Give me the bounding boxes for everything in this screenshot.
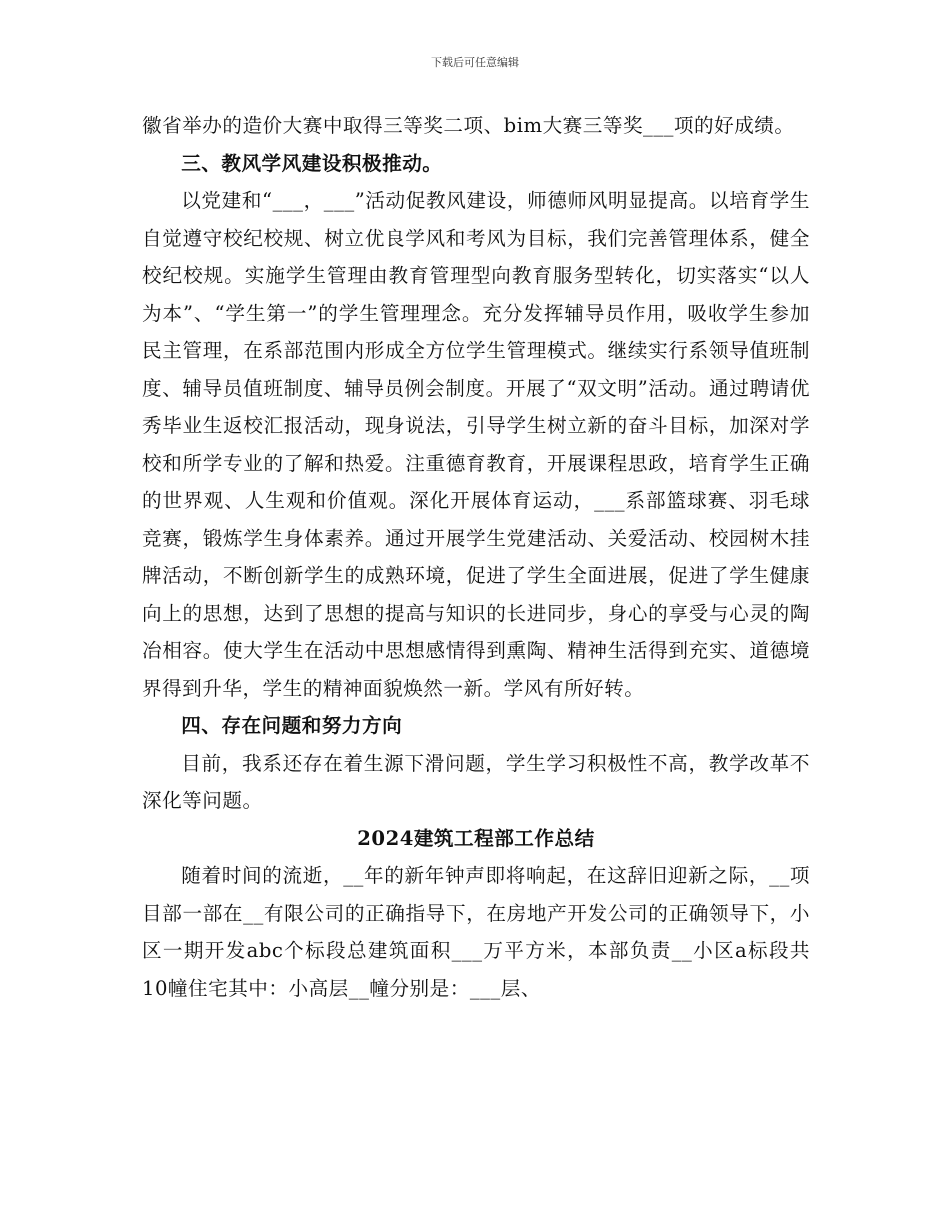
paragraph-teaching-style: 以党建和“___，___”活动促教风建设，师德师风明显提高。以培育学生自觉遵守校纪校规、树立优良学风和考风为目标，我们完善管理体系，健全校纪校规。实施学生管理由教育管理型向教育服务型转化，切实落实“以人为本”、“学生第一”的学生管理理念。充分发挥辅导员作用，吸收学生参加民主管理，在系部范围内形成全方位学生管理模式。继续实行系领导值班制度、辅导员值班制度、辅导员例会制度。开展了“双文明”活动。通过聘请优秀毕业生返校汇报活动，现身说法，引导学生树立新的奋斗目标，加深对学校和所学专业的了解和热爱。注重德育教育，开展课程思政，培育学生正确的世界观、人生观和价值观。深化开展体育运动，___系部篮球赛、羽毛球竞赛，锻炼学生身体素养。通过开展学生党建活动、关爱活动、校园树木挂牌活动，不断创新学生的成熟环境，促进了学生全面进展，促进了学生健康向上的思想，达到了思想的提高与知识的长进同步，身心的享受与心灵的陶冶相容。使大学生在活动中思想感情得到熏陶、精神生活得到充实、道德境界得到升华，学生的精神面貌焕然一新。学风有所好转。 xyxy=(142,189,810,700)
section-heading-4: 四、存在问题和努力方向 xyxy=(181,714,403,737)
paragraph-summary-intro: 随着时间的流逝，__年的新年钟声即将响起，在这辞旧迎新之际，__项目部一部在__有限公司的正确指导下，在房地产开发公司的正确领导下，小区一期开发abc个标段总建筑面积___万平方米，本部负责__小区a标段共10幢住宅其中：小高层__幢分别是：___层、 xyxy=(142,864,810,1000)
document-title: 2024建筑工程部工作总结 xyxy=(357,826,595,850)
paragraph-problems: 目前，我系还存在着生源下滑问题，学生学习积极性不高，教学改革不深化等问题。 xyxy=(142,751,810,812)
section-heading-3: 三、教风学风建设积极推动。 xyxy=(181,151,443,175)
paragraph-continuation: 徽省举办的造价大赛中取得三等奖二项、bim大赛三等奖___项的好成绩。 xyxy=(142,114,795,137)
document-body xyxy=(142,107,810,1007)
page-header: 下载后可任意编辑 xyxy=(431,56,519,69)
